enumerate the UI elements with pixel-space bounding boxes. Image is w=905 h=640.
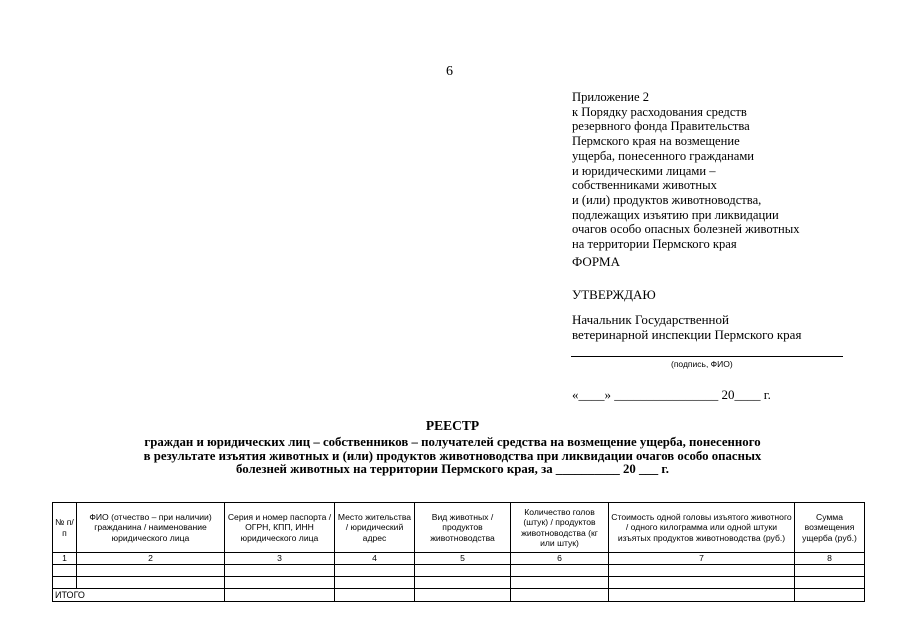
signature-line [571,356,843,357]
header-cell: Серия и номер паспорта / ОГРН, КПП, ИНН юридического лица [225,503,335,553]
approver-line: ветеринарной инспекции Пермского края [572,326,802,342]
document-subtitle [40,436,865,477]
table-cell [335,565,415,577]
column-number-cell: 4 [335,553,415,565]
appendix-line: резервного фонда Правительства [572,119,750,134]
form-label: ФОРМА [572,254,620,269]
table-cell [225,577,335,589]
appendix-line: очагов особо опасных болезней животных [572,222,800,237]
table-cell [795,589,865,602]
header-cell: Количество голов (штук) / продуктов животноводства (кг или штук) [511,503,609,553]
table-cell [77,577,225,589]
table-cell [609,589,795,602]
column-number-cell: 1 [53,553,77,565]
table-cell [415,565,511,577]
document-title: РЕЕСТР [425,418,480,433]
registry-table [52,502,865,602]
header-cell: ФИО (отчество – при наличии) гражданина / наименование юридического лица [77,503,225,553]
appendix-line: ущерба, понесенного гражданами [572,148,755,163]
approver-title [572,313,801,342]
table-row [53,577,865,589]
appendix-line: собственниками животных [572,178,717,193]
table-cell [511,577,609,589]
column-number-cell: 7 [609,553,795,565]
appendix-line: и (или) продуктов животноводства, [572,192,762,207]
page-number: 6 [446,64,453,79]
header-cell: Сумма возмещения ущерба (руб.) [795,503,865,553]
subtitle-line: болезней животных на территории Пермского края, за __________ 20 ___ г. [236,462,669,476]
appendix-block [572,90,800,252]
appendix-line: подлежащих изъятию при ликвидации [572,207,779,222]
table-row [53,565,865,577]
appendix-line: Пермского края на возмещение [572,134,740,149]
total-row [53,589,865,602]
header-cell: Стоимость одной головы изъятого животного / одного килограмма или одной штуки изъятых продуктов животноводства (руб.) [609,503,795,553]
table-cell [609,565,795,577]
subtitle-line: в результате изъятия животных и (или) продуктов животноводства при ликвидации очагов особо опасных [143,448,762,463]
table-cell [225,565,335,577]
approver-line: Начальник Государственной [572,312,729,327]
total-label: ИТОГО [53,589,225,602]
approve-label: УТВЕРЖДАЮ [572,287,656,302]
table-cell [335,577,415,589]
subtitle-line: граждан и юридических лиц – собственников – получателей средства на возмещение ущерба, понесенного [144,435,761,449]
column-number-cell: 6 [511,553,609,565]
table-cell [795,565,865,577]
column-number-cell: 3 [225,553,335,565]
column-number-cell: 2 [77,553,225,565]
appendix-line: Приложение 2 [572,90,650,104]
table-cell [795,577,865,589]
table-cell [415,577,511,589]
header-cell: № п/п [53,503,77,553]
header-cell: Вид животных / продуктов животноводства [415,503,511,553]
table-cell [77,565,225,577]
appendix-line: и юридическими лицами – [572,163,716,178]
column-number-cell: 5 [415,553,511,565]
table-cell [53,565,77,577]
table-cell [53,577,77,589]
appendix-line: к Порядку расходования средств [572,104,747,119]
column-number-cell: 8 [795,553,865,565]
table-cell [225,589,335,602]
approval-date-line: «____» ________________ 20____ г. [572,387,771,402]
table-cell [511,589,609,602]
table-cell [511,565,609,577]
signature-caption: (подпись, ФИО) [671,359,733,369]
appendix-line: на территории Пермского края [572,237,737,252]
table-cell [415,589,511,602]
table-cell [335,589,415,602]
table-header-row [53,503,865,553]
column-number-row [53,553,865,565]
header-cell: Место жительства / юридический адрес [335,503,415,553]
table-cell [609,577,795,589]
